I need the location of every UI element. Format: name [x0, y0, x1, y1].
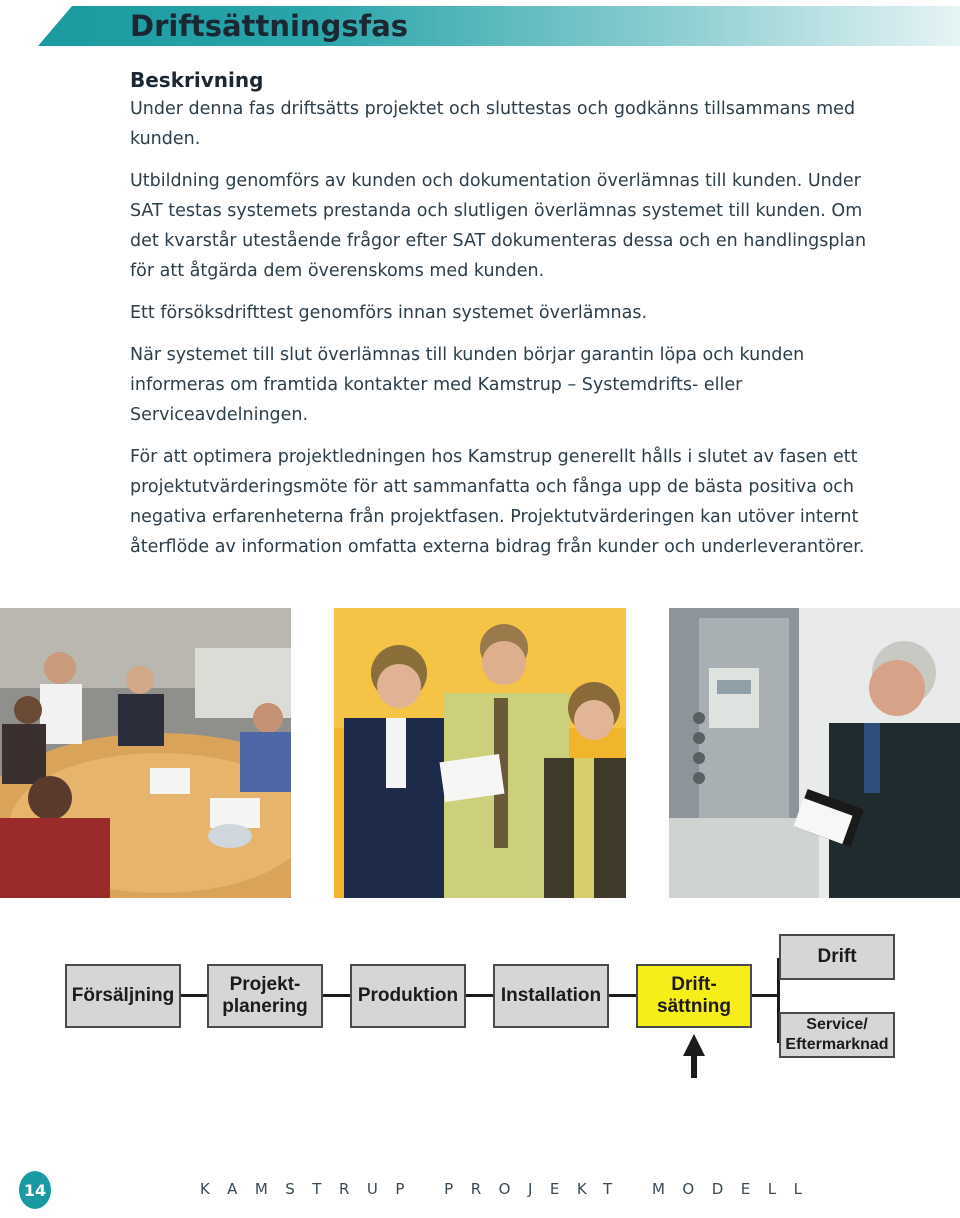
section-heading: Beskrivning: [130, 68, 264, 92]
stage-label: Produktion: [357, 985, 459, 1006]
page-title: Driftsättningsfas: [130, 9, 409, 43]
stage-installation: [493, 964, 609, 1028]
stage-label: Projekt- planering: [222, 974, 308, 1017]
colleagues-photo: [334, 608, 626, 898]
page-number-badge: [19, 1171, 51, 1209]
flow-connector: [180, 994, 208, 997]
stage-label: Drift- sättning: [657, 974, 731, 1017]
description-section: [130, 66, 870, 574]
flow-connector: [465, 994, 494, 997]
flow-connector: [751, 994, 778, 997]
stage-label: Installation: [500, 985, 602, 1006]
stage-label: Drift: [817, 946, 857, 967]
flow-connector: [322, 994, 351, 997]
stage-projektplanering: [207, 964, 323, 1028]
meeting-photo: [0, 608, 291, 898]
stage-forsaljning: [65, 964, 181, 1028]
technician-inspection-photo: [669, 608, 960, 898]
paragraph-warranty: När systemet till slut överlämnas till kunden börjar garantin löpa och kunden informeras om framtida kontakter med Kamstrup – Systemdrifts- eller Serviceavdelningen.: [130, 345, 805, 425]
paragraph-evaluation: För att optimera projektledningen hos Kamstrup generellt hålls i slutet av fasen ett projektutvärderingsmöte för att sammanfatta och fånga upp de bästa positiva och negativa erfarenheterna från projektfasen. Projektutvärderingen kan utöver internt återflöde av information omfatta externa bidrag från kunder och underleverantörer.: [130, 447, 865, 557]
stage-label: Service/ Eftermarknad: [785, 1016, 889, 1053]
process-flow-diagram: [0, 930, 960, 1090]
stage-label: Försäljning: [71, 985, 175, 1006]
paragraph-training: Utbildning genomförs av kunden och dokumentation överlämnas till kunden. Under SAT testas systemets prestanda och slutligen överlämnas systemet till kunden. Om det kvarstår utestående frågor efter SAT dokumenteras dessa och en handlingsplan för att åtgärda dem överenskoms med kunden.: [130, 171, 867, 281]
stage-driftsattning-active: [636, 964, 752, 1028]
stage-drift: [779, 934, 895, 980]
footer-title: KAMSTRUP PROJEKT MODELL: [200, 1180, 820, 1198]
stage-produktion: [350, 964, 466, 1028]
flow-connector: [608, 994, 637, 997]
page-number: 14: [23, 1180, 47, 1200]
current-stage-arrow-icon: [682, 1034, 706, 1078]
paragraph-trial: Ett försöksdrifttest genomförs innan systemet överlämnas.: [130, 303, 648, 323]
paragraph-intro: Under denna fas driftsätts projektet och sluttestas och godkänns tillsammans med kunden.: [130, 99, 856, 149]
stage-service-eftermarknad: [779, 1012, 895, 1058]
